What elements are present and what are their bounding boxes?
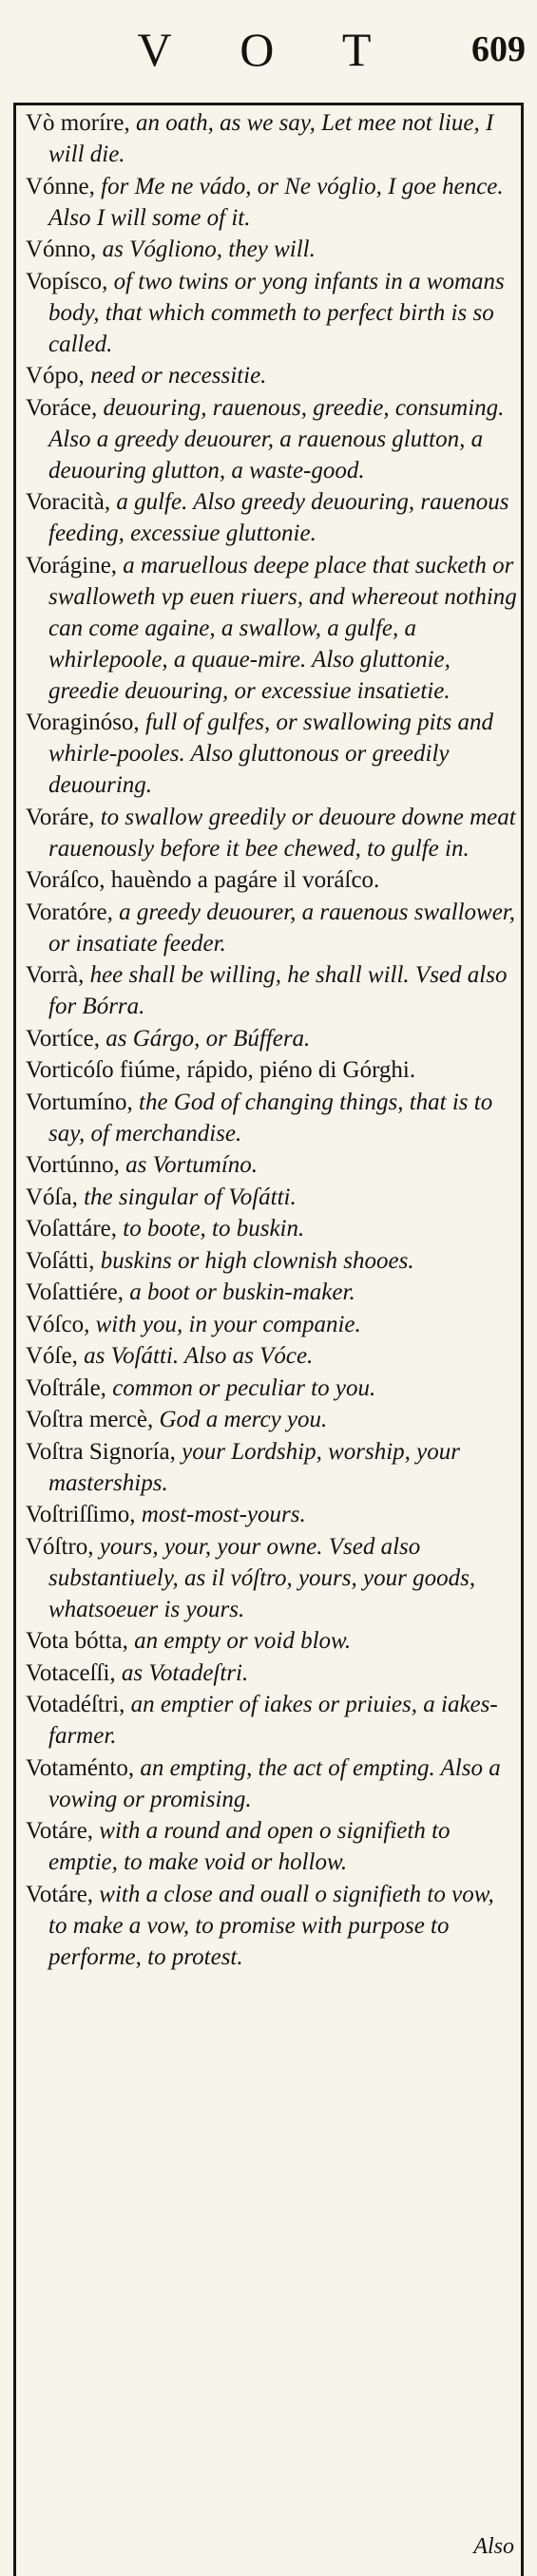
- entry-definition: as Vógliono, they will.: [102, 237, 316, 262]
- entry-headword: Vóſco,: [26, 1311, 96, 1337]
- entry-headword: Voſtra Signoría,: [26, 1438, 182, 1465]
- entry-definition: a gulfe. Also greedy deuouring, rauenous feeding, excessiue gluttonie.: [48, 489, 509, 546]
- entry-headword: Voráſco, hauèndo a pagáre il voráſco.: [26, 867, 380, 893]
- dictionary-entry: [26, 360, 517, 391]
- dictionary-entry: [26, 1689, 517, 1752]
- dictionary-entry: [26, 1815, 517, 1878]
- entry-headword: Vorticóſo fiúme, rápido, piéno di Górghi.: [26, 1057, 416, 1083]
- entry-headword: Votáre,: [26, 1881, 100, 1907]
- entry-definition: deuouring, rauenous, greedie, consuming. Also a greedy deuourer, a rauenous glutton, a deuouring glutton, a waste-good.: [48, 394, 505, 483]
- dictionary-column: [13, 103, 524, 2576]
- entry-headword: Vopísco,: [26, 268, 114, 294]
- entry-headword: Vópo,: [26, 363, 91, 388]
- dictionary-entry: [26, 1625, 517, 1657]
- entry-headword: Vortúnno,: [26, 1152, 126, 1178]
- entry-headword: Vota bótta,: [26, 1628, 135, 1654]
- entry-headword: Vò moríre,: [26, 110, 130, 136]
- entry-headword: Vorrà,: [26, 962, 90, 988]
- entry-headword: Votaceſſi,: [26, 1659, 122, 1686]
- entry-headword: Vóſa,: [26, 1184, 85, 1210]
- dictionary-entry: [26, 1245, 517, 1277]
- entry-headword: Vóſe,: [26, 1343, 85, 1369]
- dictionary-entry: [26, 1404, 517, 1435]
- dictionary-entry: [26, 959, 517, 1022]
- entry-headword: Voratóre,: [26, 899, 120, 925]
- entry-definition: as Voſátti. Also as Vóce.: [84, 1343, 314, 1369]
- entry-definition: with a round and open o signifieth to emptie, to make void or hollow.: [48, 1818, 451, 1875]
- entry-headword: Voſattáre,: [26, 1216, 124, 1241]
- dictionary-entry: [26, 1149, 517, 1181]
- entry-definition: an empting, the act of empting. Also a vowing or promising.: [48, 1754, 501, 1812]
- dictionary-entry: [26, 171, 517, 234]
- entry-headword: Vónne,: [26, 173, 102, 199]
- entry-definition: an emptier of iakes or priuies, a iakes-farmer.: [48, 1692, 498, 1749]
- entry-headword: Voſtrále,: [26, 1374, 113, 1401]
- catchword: Also: [473, 2534, 514, 2559]
- entry-definition: yours, your, your owne. Vsed also substantiuely, as il vóſtro, yours, your goods, whatsoeuer is yours.: [48, 1533, 476, 1622]
- dictionary-entry: [26, 802, 517, 864]
- dictionary-entry: [26, 1499, 517, 1530]
- page-header: [0, 21, 537, 80]
- running-head: V O T: [137, 23, 400, 76]
- dictionary-entry: [26, 1182, 517, 1213]
- entry-definition: God a mercy you.: [159, 1407, 328, 1432]
- entry-definition: a boot or buskin-maker.: [129, 1279, 355, 1305]
- entry-definition: to boote, to buskin.: [123, 1216, 305, 1241]
- entry-definition: as Gárgo, or Búffera.: [105, 1025, 311, 1051]
- entry-definition: an oath, as we say, Let mee not liue, I will die.: [48, 110, 494, 167]
- dictionary-entry: [26, 1277, 517, 1308]
- entry-definition: the God of changing things, that is to say, of merchandise.: [48, 1089, 493, 1146]
- entry-list: [16, 105, 521, 1973]
- entry-definition: as Vortumíno.: [125, 1152, 259, 1178]
- entry-definition: buskins or high clownish shooes.: [100, 1247, 414, 1274]
- dictionary-entry: [26, 234, 517, 265]
- entry-definition: with a close and ouall o signifieth to vow, to make a vow, to promise with purpose to performe, to protest.: [48, 1881, 494, 1970]
- entry-definition: for Me ne vádo, or Ne vóglio, I goe hence. Also I will some of it.: [48, 173, 504, 231]
- entry-headword: Votáre,: [26, 1818, 100, 1844]
- entry-headword: Voſattiére,: [26, 1279, 130, 1305]
- entry-headword: Voráce,: [26, 394, 104, 421]
- entry-definition: an empty or void blow.: [134, 1628, 352, 1654]
- entry-definition: a greedy deuourer, a rauenous swallower, or insatiate feeder.: [48, 899, 515, 957]
- dictionary-entry: [26, 107, 517, 170]
- entry-headword: Vónno,: [26, 237, 103, 262]
- dictionary-entry: [26, 1054, 517, 1086]
- dictionary-entry: [26, 1657, 517, 1689]
- entry-headword: Voſátti,: [26, 1247, 101, 1274]
- entry-definition: full of gulfes, or swallowing pits and whirle-pooles. Also gluttonous or greedily deuouring.: [48, 710, 493, 798]
- entry-definition: with you, in your companie.: [95, 1311, 361, 1337]
- dictionary-entry: [26, 1023, 517, 1054]
- entry-headword: Voſtra mercè,: [26, 1407, 160, 1432]
- page-number: 609: [471, 29, 526, 69]
- entry-definition: as Votadeſtri.: [121, 1659, 249, 1686]
- entry-definition: a maruellous deepe place that sucketh or swalloweth vp euen riuers, and whereout nothing can come againe, a swallow, a gulfe, a whirlepoole, a quaue-mire. Also gluttonie, greedie deuouring, or excessiue insatietie.: [48, 552, 517, 704]
- entry-headword: Voſtriſſimo,: [26, 1502, 142, 1527]
- dictionary-entry: [26, 707, 517, 801]
- dictionary-entry: [26, 1373, 517, 1404]
- dictionary-entry: [26, 897, 517, 959]
- entry-headword: Voraginóso,: [26, 710, 145, 735]
- entry-definition: most-most-yours.: [141, 1502, 306, 1527]
- dictionary-entry: [26, 1309, 517, 1340]
- entry-definition: common or peculiar to you.: [112, 1374, 376, 1401]
- entry-definition: hee shall be willing, he shall will. Vsed also for Bórra.: [48, 962, 508, 1019]
- dictionary-entry: [26, 864, 517, 896]
- entry-definition: to swallow greedily or deuoure downe meat rauenously before it bee chewed, to gulfe in.: [48, 804, 516, 862]
- entry-headword: Voráre,: [26, 804, 101, 830]
- dictionary-entry: [26, 392, 517, 486]
- dictionary-entry: [26, 550, 517, 707]
- entry-headword: Votaménto,: [26, 1754, 141, 1781]
- dictionary-entry: [26, 1213, 517, 1244]
- entry-definition: the singular of Voſátti.: [84, 1184, 297, 1210]
- entry-definition: your Lordship, worship, your masterships.: [48, 1438, 460, 1496]
- entry-headword: Voracità,: [26, 489, 117, 515]
- dictionary-entry: [26, 1752, 517, 1815]
- dictionary-entry: [26, 486, 517, 549]
- dictionary-entry: [26, 1879, 517, 1973]
- entry-headword: Vortumíno,: [26, 1089, 139, 1115]
- dictionary-entry: [26, 1340, 517, 1372]
- entry-headword: Vorágine,: [26, 552, 124, 578]
- entry-headword: Vortíce,: [26, 1025, 106, 1051]
- dictionary-entry: [26, 1531, 517, 1625]
- dictionary-entry: [26, 266, 517, 360]
- dictionary-entry: [26, 1436, 517, 1499]
- dictionary-entry: [26, 1087, 517, 1149]
- entry-headword: Votadéſtri,: [26, 1692, 131, 1717]
- entry-definition: need or necessitie.: [90, 363, 267, 388]
- entry-headword: Vóſtro,: [26, 1533, 100, 1560]
- entry-definition: of two twins or yong infants in a womans body, that which commeth to perfect birth is so called.: [48, 268, 505, 357]
